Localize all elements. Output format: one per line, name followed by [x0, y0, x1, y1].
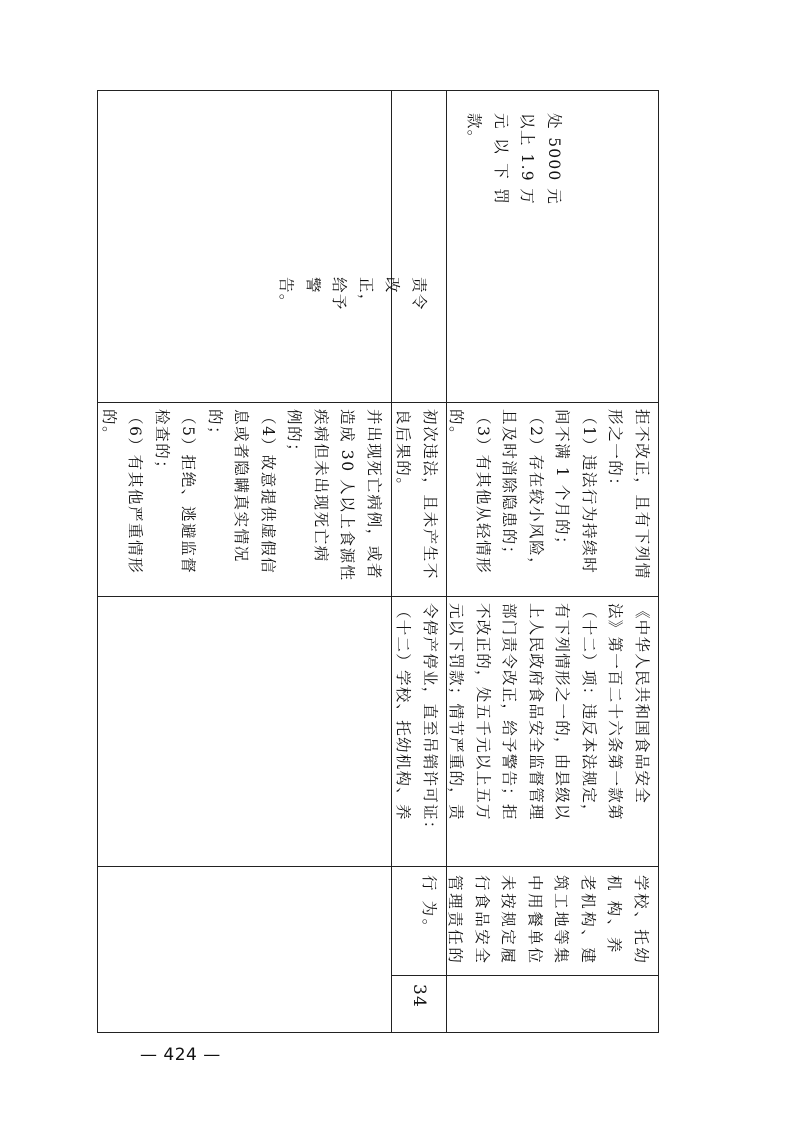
lower-circumstances-text	[443, 409, 655, 580]
legal-basis-line: 不改正的，处五千元以上五万	[474, 603, 492, 821]
middle-circumstances-line: 良后果的。	[394, 409, 413, 495]
upper-circumstances-line: 并出现死亡病例，或者	[365, 409, 383, 581]
legal-basis-line: 有下列情形之一的，由县级以	[553, 603, 572, 821]
lower-circumstances-line: 的。	[447, 409, 466, 444]
legal-basis-cell	[392, 597, 659, 866]
upper-circumstances-line: 息或者隐瞒真实情况	[232, 409, 251, 563]
page-number: — 424 —	[140, 1045, 221, 1065]
lower-circumstances-line: （3）有其他从轻情形	[474, 409, 492, 575]
middle-penalty-cell	[277, 91, 446, 402]
legal-basis-line: 法》第一百二十六条第一款第	[606, 603, 625, 821]
violation-behavior-line: 管理责任的	[446, 875, 465, 966]
middle-penalty-text: 责令改正，给予警告。	[277, 277, 428, 311]
lower-penalty-cell	[447, 91, 659, 402]
row-number-cell	[392, 976, 446, 1032]
legal-basis-line: 《中华人民共和国食品安全	[633, 603, 651, 805]
lower-circumstances-line: （1）违法行为持续时	[580, 409, 598, 575]
middle-circumstances-text	[389, 409, 442, 580]
lower-circumstances-line: 拒不改正，且有下列情	[633, 409, 651, 581]
middle-circumstances-cell	[392, 403, 446, 596]
lower-circumstances-line: 间不满 1 个月的；	[553, 409, 572, 554]
lower-circumstances-line: 且及时消除隐患的；	[500, 409, 519, 563]
violation-behavior-line: 机 构、养	[605, 875, 624, 955]
legal-basis-line: 部门责令改正，给予警告；拒	[500, 603, 519, 821]
upper-circumstances-line: 造成 30 人以上食源性	[338, 409, 357, 582]
middle-circumstances-line: 初次违法，且未产生不	[421, 409, 439, 581]
violation-behavior-line: 学校、托幼	[632, 875, 650, 966]
legal-basis-line: （十二）项：违反本法规定，	[580, 603, 598, 821]
upper-circumstances-line: （5）拒绝、逃避监督	[179, 409, 198, 575]
violation-behavior-text	[417, 875, 656, 966]
upper-penalty-cell	[98, 91, 391, 402]
violation-behavior-line: 行食品安全	[473, 875, 491, 966]
upper-circumstances-line: （6）有其他严重情形	[126, 409, 145, 575]
upper-circumstances-line: 检查的；	[153, 409, 171, 478]
column-divider	[97, 866, 391, 867]
violation-behavior-line: 老机构、建	[579, 875, 597, 966]
legal-basis-text	[390, 603, 655, 838]
legal-basis-line: 上人民政府食品安全监督管理	[527, 603, 545, 821]
violation-behavior-line: 中用餐单位	[526, 875, 544, 966]
row-number: 34	[409, 984, 429, 1009]
upper-circumstances-line: 的；	[206, 409, 224, 444]
violation-behavior-cell	[392, 867, 659, 975]
legal-basis-line: 元以下罚款；情节严重的，责	[447, 603, 466, 821]
upper-circumstances-line: 例的；	[285, 409, 304, 461]
violation-behavior-line: 筑工地等集	[552, 875, 571, 966]
upper-circumstances-line: （4）故意提供虚假信	[259, 409, 277, 575]
upper-circumstances-cell	[98, 403, 391, 596]
lower-circumstances-line: 形之一的：	[606, 409, 625, 495]
upper-circumstances-line: 疾病但未出现死亡病	[312, 409, 330, 563]
legal-basis-line: 令停产停业，直至吊销许可证：	[421, 603, 439, 838]
lower-penalty-text: 处 5000 元以上 1.9 万元以下罚款。	[465, 113, 563, 205]
lower-circumstances-line: （2）存在较小风险，	[527, 409, 545, 575]
lower-circumstances-cell	[447, 403, 659, 596]
upper-circumstances-text	[96, 409, 388, 582]
violation-behavior-line: 未按规定履	[499, 875, 518, 966]
legal-basis-line: （十二）学校、托幼机构、养	[394, 603, 413, 821]
violation-behavior-line: 行 为。	[420, 875, 438, 937]
upper-circumstances-line: 的。	[100, 409, 118, 444]
